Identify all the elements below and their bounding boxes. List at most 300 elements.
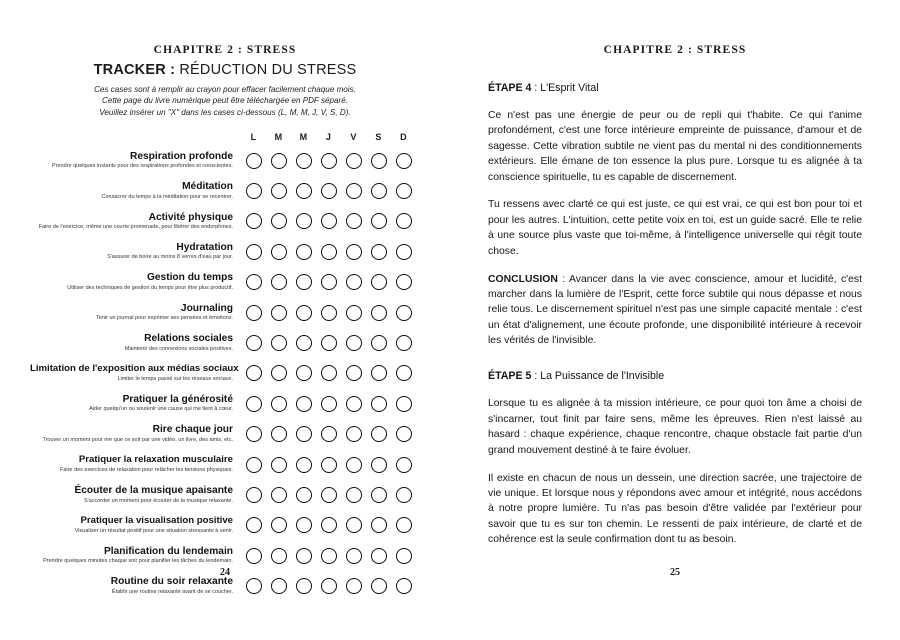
circle-checkbox-icon[interactable] xyxy=(371,517,387,533)
tracker-row xyxy=(30,389,420,419)
tracker-row-checkboxes xyxy=(241,183,416,199)
tracker-checkbox-cell[interactable] xyxy=(366,213,391,229)
tracker-checkbox-cell[interactable] xyxy=(391,213,416,229)
tracker-row-description: Aider quelqu'un ou soutenir une cause qui me tient à cœur. xyxy=(89,406,233,413)
tracker-row-checkboxes xyxy=(241,517,416,533)
tracker-row-checkboxes xyxy=(241,396,416,412)
tracker-checkbox-cell[interactable] xyxy=(391,335,416,351)
circle-checkbox-icon[interactable] xyxy=(346,548,362,564)
circle-checkbox-icon[interactable] xyxy=(296,426,312,442)
tracker-checkbox-cell[interactable] xyxy=(391,426,416,442)
day-header-vendredi: V xyxy=(350,132,357,143)
tracker-checkbox-cell[interactable] xyxy=(366,335,391,351)
circle-checkbox-icon[interactable] xyxy=(296,548,312,564)
tracker-checkbox-cell[interactable] xyxy=(391,365,416,381)
day-header-jeudi: J xyxy=(325,132,332,143)
circle-checkbox-icon[interactable] xyxy=(396,396,412,412)
circle-checkbox-icon[interactable] xyxy=(246,548,262,564)
circle-checkbox-icon[interactable] xyxy=(371,183,387,199)
tracker-checkbox-cell[interactable] xyxy=(291,578,316,594)
page-number-right: 25 xyxy=(670,567,680,578)
tracker-row-labels xyxy=(30,303,237,323)
tracker-grid xyxy=(30,132,420,601)
circle-checkbox-icon[interactable] xyxy=(396,548,412,564)
tracker-checkbox-cell[interactable] xyxy=(366,305,391,321)
tracker-row-labels xyxy=(30,181,237,201)
tracker-row xyxy=(30,510,420,540)
tracker-checkbox-cell[interactable] xyxy=(366,517,391,533)
circle-checkbox-icon[interactable] xyxy=(346,335,362,351)
tracker-checkbox-cell[interactable] xyxy=(266,335,291,351)
tracker-row-title: Pratiquer la visualisation positive xyxy=(80,514,233,526)
tracker-row-checkboxes xyxy=(241,274,416,290)
circle-checkbox-icon[interactable] xyxy=(271,274,287,290)
tracker-row-labels xyxy=(30,576,237,596)
circle-checkbox-icon[interactable] xyxy=(396,457,412,473)
day-header-lundi: L xyxy=(250,132,257,143)
circle-checkbox-icon[interactable] xyxy=(396,153,412,169)
circle-checkbox-icon[interactable] xyxy=(346,426,362,442)
tracker-checkbox-cell[interactable] xyxy=(241,365,266,381)
tracker-row xyxy=(30,237,420,267)
circle-checkbox-icon[interactable] xyxy=(271,517,287,533)
circle-checkbox-icon[interactable] xyxy=(371,153,387,169)
circle-checkbox-icon[interactable] xyxy=(321,426,337,442)
tracker-row-labels xyxy=(30,394,237,414)
tracker-row-description: Établir une routine relaxante avant de se coucher. xyxy=(111,588,233,595)
tracker-checkbox-cell[interactable] xyxy=(291,335,316,351)
tracker-note-3: Veuillez insérer un "X" dans les cases ci-dessous (L, M, M, J, V, S, D). xyxy=(99,107,351,117)
tracker-checkbox-cell[interactable] xyxy=(266,183,291,199)
tracker-checkbox-cell[interactable] xyxy=(366,396,391,412)
etape-4-title: : L'Esprit Vital xyxy=(531,82,599,94)
paragraph-1: Ce n'est pas une énergie de peur ou de repli qui t'habite. Ce qui t'anime profondément, c'est une force intérieure empreinte de puissance, d'amour et de sagesse. Cette vibration subtile ne vient pas du mental ni des conditionnements extérieurs. Elle émane de ton essence la plus pure. Lorsque tu es alignée à ta conscience spirituelle, tu es capable de discernement. xyxy=(488,110,862,183)
tracker-title-light: RÉDUCTION DU STRESS xyxy=(175,62,357,78)
tracker-checkbox-cell[interactable] xyxy=(241,244,266,260)
tracker-checkbox-cell[interactable] xyxy=(266,548,291,564)
etape-5-heading xyxy=(488,370,862,382)
circle-checkbox-icon[interactable] xyxy=(321,213,337,229)
tracker-checkbox-cell[interactable] xyxy=(341,274,366,290)
tracker-row-checkboxes xyxy=(241,153,416,169)
tracker-checkbox-cell[interactable] xyxy=(291,548,316,564)
tracker-checkbox-cell[interactable] xyxy=(391,153,416,169)
tracker-row-description: Trouver un moment pour rire que ce soit par une vidéo, un livre, des amis, etc. xyxy=(42,436,233,443)
tracker-checkbox-cell[interactable] xyxy=(391,244,416,260)
circle-checkbox-icon[interactable] xyxy=(321,487,337,503)
tracker-checkbox-cell[interactable] xyxy=(341,487,366,503)
circle-checkbox-icon[interactable] xyxy=(396,578,412,594)
circle-checkbox-icon[interactable] xyxy=(346,213,362,229)
circle-checkbox-icon[interactable] xyxy=(271,244,287,260)
circle-checkbox-icon[interactable] xyxy=(271,426,287,442)
tracker-checkbox-cell[interactable] xyxy=(266,213,291,229)
circle-checkbox-icon[interactable] xyxy=(321,365,337,381)
page-right-text xyxy=(450,0,900,640)
tracker-checkbox-cell[interactable] xyxy=(241,517,266,533)
tracker-checkbox-cell[interactable] xyxy=(266,244,291,260)
tracker-checkbox-cell[interactable] xyxy=(316,244,341,260)
tracker-row-checkboxes xyxy=(241,335,416,351)
circle-checkbox-icon[interactable] xyxy=(371,305,387,321)
tracker-checkbox-cell[interactable] xyxy=(341,548,366,564)
circle-checkbox-icon[interactable] xyxy=(371,365,387,381)
tracker-row-checkboxes xyxy=(241,213,416,229)
tracker-row-checkboxes xyxy=(241,365,416,381)
tracker-checkbox-cell[interactable] xyxy=(291,365,316,381)
tracker-note-2: Cette page du livre numérique peut être téléchargée en PDF séparé. xyxy=(102,96,348,106)
day-header-row xyxy=(241,132,420,142)
tracker-row-labels xyxy=(30,242,237,262)
circle-checkbox-icon[interactable] xyxy=(396,183,412,199)
tracker-row-labels xyxy=(30,516,237,535)
tracker-checkbox-cell[interactable] xyxy=(366,183,391,199)
circle-checkbox-icon[interactable] xyxy=(346,183,362,199)
circle-checkbox-icon[interactable] xyxy=(271,305,287,321)
tracker-checkbox-cell[interactable] xyxy=(241,548,266,564)
conclusion-label: CONCLUSION xyxy=(488,273,558,285)
tracker-row-checkboxes xyxy=(241,548,416,564)
tracker-checkbox-cell[interactable] xyxy=(366,487,391,503)
circle-checkbox-icon[interactable] xyxy=(396,335,412,351)
tracker-checkbox-cell[interactable] xyxy=(391,183,416,199)
circle-checkbox-icon[interactable] xyxy=(321,578,337,594)
circle-checkbox-icon[interactable] xyxy=(246,153,262,169)
tracker-checkbox-cell[interactable] xyxy=(366,153,391,169)
day-header-mardi: M xyxy=(274,132,283,143)
tracker-checkbox-cell[interactable] xyxy=(391,396,416,412)
tracker-checkbox-cell[interactable] xyxy=(266,274,291,290)
circle-checkbox-icon[interactable] xyxy=(346,153,362,169)
circle-checkbox-icon[interactable] xyxy=(296,457,312,473)
tracker-checkbox-cell[interactable] xyxy=(341,517,366,533)
tracker-row xyxy=(30,297,420,327)
tracker-row xyxy=(30,145,420,175)
circle-checkbox-icon[interactable] xyxy=(371,426,387,442)
circle-checkbox-icon[interactable] xyxy=(296,365,312,381)
etape-5-label: ÉTAPE 5 xyxy=(488,370,532,383)
circle-checkbox-icon[interactable] xyxy=(296,517,312,533)
tracker-title xyxy=(30,62,420,78)
tracker-checkbox-cell[interactable] xyxy=(291,305,316,321)
tracker-row-description: Faire des exercices de relaxation pour relâcher les tensions physiques. xyxy=(59,466,233,473)
circle-checkbox-icon[interactable] xyxy=(296,396,312,412)
circle-checkbox-icon[interactable] xyxy=(321,396,337,412)
tracker-checkbox-cell[interactable] xyxy=(291,183,316,199)
tracker-title-strong: TRACKER : xyxy=(93,62,176,78)
tracker-row xyxy=(30,480,420,510)
tracker-row-labels xyxy=(30,455,237,474)
tracker-checkbox-cell[interactable] xyxy=(316,426,341,442)
etape-4-label: ÉTAPE 4 xyxy=(488,82,532,94)
circle-checkbox-icon[interactable] xyxy=(296,274,312,290)
circle-checkbox-icon[interactable] xyxy=(371,335,387,351)
tracker-checkbox-cell[interactable] xyxy=(391,578,416,594)
tracker-checkbox-cell[interactable] xyxy=(241,183,266,199)
circle-checkbox-icon[interactable] xyxy=(271,578,287,594)
tracker-checkbox-cell[interactable] xyxy=(266,365,291,381)
circle-checkbox-icon[interactable] xyxy=(271,457,287,473)
tracker-row-title: Pratiquer la générosité xyxy=(122,393,233,405)
tracker-checkbox-cell[interactable] xyxy=(241,578,266,594)
circle-checkbox-icon[interactable] xyxy=(346,487,362,503)
tracker-checkbox-cell[interactable] xyxy=(291,457,316,473)
circle-checkbox-icon[interactable] xyxy=(371,274,387,290)
tracker-row-description: S'accorder un moment pour écouter de la musique relaxante. xyxy=(83,497,233,504)
tracker-checkbox-cell[interactable] xyxy=(316,213,341,229)
tracker-checkbox-cell[interactable] xyxy=(316,396,341,412)
circle-checkbox-icon[interactable] xyxy=(271,365,287,381)
circle-checkbox-icon[interactable] xyxy=(396,365,412,381)
circle-checkbox-icon[interactable] xyxy=(346,457,362,473)
circle-checkbox-icon[interactable] xyxy=(321,548,337,564)
tracker-checkbox-cell[interactable] xyxy=(241,274,266,290)
tracker-row-title: Activité physique xyxy=(148,211,233,223)
circle-checkbox-icon[interactable] xyxy=(271,548,287,564)
tracker-checkbox-cell[interactable] xyxy=(316,517,341,533)
tracker-row-title: Rire chaque jour xyxy=(152,424,233,436)
circle-checkbox-icon[interactable] xyxy=(396,517,412,533)
circle-checkbox-icon[interactable] xyxy=(246,426,262,442)
circle-checkbox-icon[interactable] xyxy=(321,153,337,169)
circle-checkbox-icon[interactable] xyxy=(271,183,287,199)
circle-checkbox-icon[interactable] xyxy=(346,517,362,533)
circle-checkbox-icon[interactable] xyxy=(246,213,262,229)
tracker-checkbox-cell[interactable] xyxy=(266,517,291,533)
tracker-checkbox-cell[interactable] xyxy=(291,153,316,169)
tracker-checkbox-cell[interactable] xyxy=(241,487,266,503)
tracker-checkbox-cell[interactable] xyxy=(241,153,266,169)
tracker-checkbox-cell[interactable] xyxy=(341,426,366,442)
tracker-checkbox-cell[interactable] xyxy=(241,457,266,473)
tracker-checkbox-cell[interactable] xyxy=(366,365,391,381)
paragraph-conclusion xyxy=(488,272,862,349)
circle-checkbox-icon[interactable] xyxy=(271,213,287,229)
tracker-checkbox-cell[interactable] xyxy=(316,274,341,290)
tracker-row-description: Prendre quelques instants pour des respirations profondes et conscientes. xyxy=(52,163,233,170)
tracker-checkbox-cell[interactable] xyxy=(366,274,391,290)
tracker-checkbox-cell[interactable] xyxy=(316,548,341,564)
tracker-checkbox-cell[interactable] xyxy=(241,305,266,321)
tracker-checkbox-cell[interactable] xyxy=(341,213,366,229)
paragraph-4: Il existe en chacun de nous un dessein, une direction sacrée, une trajectoire de vie unique. Et lorsque nous y répondons avec amour et intégrité, nous accédons à notre propre lumière. Tu n'as pas besoin d'être validée par l'extérieur pour savoir que tu es sur ton chemin. Le ressenti de paix intérieure, de clarté et de cohérence est la seule confirmation dont tu as besoin. xyxy=(488,472,862,546)
tracker-row-title: Limitation de l'exposition aux médias sociaux xyxy=(30,362,239,374)
tracker-row-checkboxes xyxy=(241,457,416,473)
running-head-right: CHAPITRE 2 : STRESS xyxy=(603,44,747,56)
tracker-checkbox-cell[interactable] xyxy=(341,396,366,412)
tracker-checkbox-cell[interactable] xyxy=(391,274,416,290)
tracker-checkbox-cell[interactable] xyxy=(316,487,341,503)
day-header-samedi: S xyxy=(375,132,382,143)
circle-checkbox-icon[interactable] xyxy=(346,365,362,381)
circle-checkbox-icon[interactable] xyxy=(321,183,337,199)
tracker-checkbox-cell[interactable] xyxy=(316,335,341,351)
circle-checkbox-icon[interactable] xyxy=(321,305,337,321)
tracker-checkbox-cell[interactable] xyxy=(341,305,366,321)
tracker-checkbox-cell[interactable] xyxy=(316,305,341,321)
tracker-row-title: Relations sociales xyxy=(144,333,233,345)
tracker-checkbox-cell[interactable] xyxy=(291,244,316,260)
circle-checkbox-icon[interactable] xyxy=(371,548,387,564)
circle-checkbox-icon[interactable] xyxy=(296,183,312,199)
tracker-row-checkboxes xyxy=(241,487,416,503)
circle-checkbox-icon[interactable] xyxy=(246,305,262,321)
circle-checkbox-icon[interactable] xyxy=(396,487,412,503)
paragraph-3: Lorsque tu es alignée à ta mission intérieure, ce pour quoi ton âme a choisi de s'incarner, tout finit par faire sens, même les épreuves. Rien n'est laissé au hasard : chaque expérience, chaque rencontre, chaque obstacle fait partie d'un grand mouvement destiné à te faire évoluer. xyxy=(488,398,862,456)
tracker-checkbox-cell[interactable] xyxy=(266,153,291,169)
circle-checkbox-icon[interactable] xyxy=(296,487,312,503)
tracker-checkbox-cell[interactable] xyxy=(316,365,341,381)
tracker-row-title: Écouter de la musique apaisante xyxy=(74,485,233,497)
circle-checkbox-icon[interactable] xyxy=(346,305,362,321)
tracker-row xyxy=(30,328,420,358)
tracker-row-title: Routine du soir relaxante xyxy=(110,576,233,588)
circle-checkbox-icon[interactable] xyxy=(321,244,337,260)
circle-checkbox-icon[interactable] xyxy=(346,274,362,290)
circle-checkbox-icon[interactable] xyxy=(246,396,262,412)
circle-checkbox-icon[interactable] xyxy=(246,335,262,351)
circle-checkbox-icon[interactable] xyxy=(246,457,262,473)
tracker-checkbox-cell[interactable] xyxy=(391,548,416,564)
tracker-row xyxy=(30,419,420,449)
tracker-row-description: Maintenir des connexions sociales positives. xyxy=(124,345,233,352)
tracker-row-title: Pratiquer la relaxation musculaire xyxy=(78,454,233,466)
tracker-checkbox-cell[interactable] xyxy=(241,213,266,229)
circle-checkbox-icon[interactable] xyxy=(371,244,387,260)
tracker-checkbox-cell[interactable] xyxy=(241,335,266,351)
tracker-checkbox-cell[interactable] xyxy=(266,396,291,412)
tracker-row-labels xyxy=(30,333,237,353)
conclusion-text: : Avancer dans la vie avec conscience, amour et lucidité, c'est marcher dans la lumière de l'Esprit, cette force subtile qui nous dépasse et nous relie tous. Le discernement spirituel n'est pas une simple capacité mentale : c'est un état d'alignement, une écoute profonde, une disponibilité intérieure à recevoir les vérités de l'invisible. xyxy=(488,273,862,347)
circle-checkbox-icon[interactable] xyxy=(396,305,412,321)
tracker-checkbox-cell[interactable] xyxy=(316,183,341,199)
tracker-checkbox-cell[interactable] xyxy=(391,457,416,473)
circle-checkbox-icon[interactable] xyxy=(246,578,262,594)
tracker-row-labels xyxy=(30,272,237,292)
circle-checkbox-icon[interactable] xyxy=(396,213,412,229)
circle-checkbox-icon[interactable] xyxy=(246,244,262,260)
circle-checkbox-icon[interactable] xyxy=(271,396,287,412)
tracker-row-description: Faire de l'exercice, même une courte promenade, pour libérer des endorphines. xyxy=(38,224,233,231)
circle-checkbox-icon[interactable] xyxy=(346,578,362,594)
circle-checkbox-icon[interactable] xyxy=(246,365,262,381)
tracker-row xyxy=(30,176,420,206)
tracker-checkbox-cell[interactable] xyxy=(341,183,366,199)
circle-checkbox-icon[interactable] xyxy=(396,244,412,260)
tracker-checkbox-cell[interactable] xyxy=(341,153,366,169)
tracker-checkbox-cell[interactable] xyxy=(341,365,366,381)
tracker-checkbox-cell[interactable] xyxy=(291,274,316,290)
tracker-row-labels xyxy=(30,151,237,171)
tracker-row xyxy=(30,206,420,236)
tracker-row-description: Utiliser des techniques de gestion du temps pour être plus productif. xyxy=(67,284,233,291)
tracker-row-labels xyxy=(30,546,237,566)
circle-checkbox-icon[interactable] xyxy=(271,153,287,169)
circle-checkbox-icon[interactable] xyxy=(396,274,412,290)
tracker-checkbox-cell[interactable] xyxy=(291,396,316,412)
tracker-checkbox-cell[interactable] xyxy=(316,578,341,594)
tracker-checkbox-cell[interactable] xyxy=(366,457,391,473)
tracker-checkbox-cell[interactable] xyxy=(391,487,416,503)
running-head-left: CHAPITRE 2 : STRESS xyxy=(153,44,297,56)
circle-checkbox-icon[interactable] xyxy=(321,457,337,473)
circle-checkbox-icon[interactable] xyxy=(246,517,262,533)
tracker-checkbox-cell[interactable] xyxy=(366,244,391,260)
circle-checkbox-icon[interactable] xyxy=(296,153,312,169)
tracker-row-labels xyxy=(30,424,237,444)
circle-checkbox-icon[interactable] xyxy=(296,213,312,229)
circle-checkbox-icon[interactable] xyxy=(296,335,312,351)
tracker-checkbox-cell[interactable] xyxy=(341,335,366,351)
tracker-row xyxy=(30,358,420,388)
tracker-row-description: Prendre quelques minutes chaque soir pour planifier les tâches du lendemain. xyxy=(43,558,233,565)
circle-checkbox-icon[interactable] xyxy=(346,244,362,260)
circle-checkbox-icon[interactable] xyxy=(371,213,387,229)
tracker-checkbox-cell[interactable] xyxy=(341,244,366,260)
tracker-checkbox-cell[interactable] xyxy=(366,548,391,564)
tracker-checkbox-cell[interactable] xyxy=(241,396,266,412)
tracker-checkbox-cell[interactable] xyxy=(266,457,291,473)
tracker-checkbox-cell[interactable] xyxy=(241,426,266,442)
circle-checkbox-icon[interactable] xyxy=(321,335,337,351)
day-header-mercredi: M xyxy=(299,132,308,143)
tracker-checkbox-cell[interactable] xyxy=(366,426,391,442)
tracker-row-description: Consacrer du temps à la méditation pour se recentrer. xyxy=(101,193,233,200)
circle-checkbox-icon[interactable] xyxy=(296,305,312,321)
circle-checkbox-icon[interactable] xyxy=(371,396,387,412)
tracker-checkbox-cell[interactable] xyxy=(266,487,291,503)
tracker-checkbox-cell[interactable] xyxy=(316,153,341,169)
circle-checkbox-icon[interactable] xyxy=(271,487,287,503)
tracker-note-1: Ces cases sont à remplir au crayon pour effacer facilement chaque mois. xyxy=(94,85,356,94)
tracker-row-checkboxes xyxy=(241,244,416,260)
tracker-row-title: Méditation xyxy=(182,181,233,193)
tracker-row-description: S'assurer de boire au moins 8 verres d'eau par jour. xyxy=(107,254,233,261)
circle-checkbox-icon[interactable] xyxy=(371,487,387,503)
tracker-row-checkboxes xyxy=(241,426,416,442)
tracker-row-checkboxes xyxy=(241,305,416,321)
circle-checkbox-icon[interactable] xyxy=(246,183,262,199)
tracker-checkbox-cell[interactable] xyxy=(291,213,316,229)
circle-checkbox-icon[interactable] xyxy=(321,274,337,290)
tracker-checkbox-cell[interactable] xyxy=(366,578,391,594)
tracker-checkbox-cell[interactable] xyxy=(291,517,316,533)
tracker-checkbox-cell[interactable] xyxy=(341,457,366,473)
circle-checkbox-icon[interactable] xyxy=(321,517,337,533)
tracker-checkbox-cell[interactable] xyxy=(391,305,416,321)
circle-checkbox-icon[interactable] xyxy=(346,396,362,412)
circle-checkbox-icon[interactable] xyxy=(271,335,287,351)
circle-checkbox-icon[interactable] xyxy=(371,457,387,473)
circle-checkbox-icon[interactable] xyxy=(296,244,312,260)
circle-checkbox-icon[interactable] xyxy=(246,487,262,503)
tracker-checkbox-cell[interactable] xyxy=(316,457,341,473)
tracker-checkbox-cell[interactable] xyxy=(391,517,416,533)
tracker-row-title: Gestion du temps xyxy=(146,272,233,284)
tracker-row-title: Planification du lendemain xyxy=(103,545,233,557)
tracker-checkbox-cell[interactable] xyxy=(291,426,316,442)
circle-checkbox-icon[interactable] xyxy=(296,578,312,594)
tracker-checkbox-cell[interactable] xyxy=(266,426,291,442)
circle-checkbox-icon[interactable] xyxy=(371,578,387,594)
circle-checkbox-icon[interactable] xyxy=(396,426,412,442)
tracker-checkbox-cell[interactable] xyxy=(266,578,291,594)
circle-checkbox-icon[interactable] xyxy=(246,274,262,290)
tracker-row xyxy=(30,267,420,297)
tracker-checkbox-cell[interactable] xyxy=(291,487,316,503)
tracker-checkbox-cell[interactable] xyxy=(266,305,291,321)
tracker-checkbox-cell[interactable] xyxy=(341,578,366,594)
